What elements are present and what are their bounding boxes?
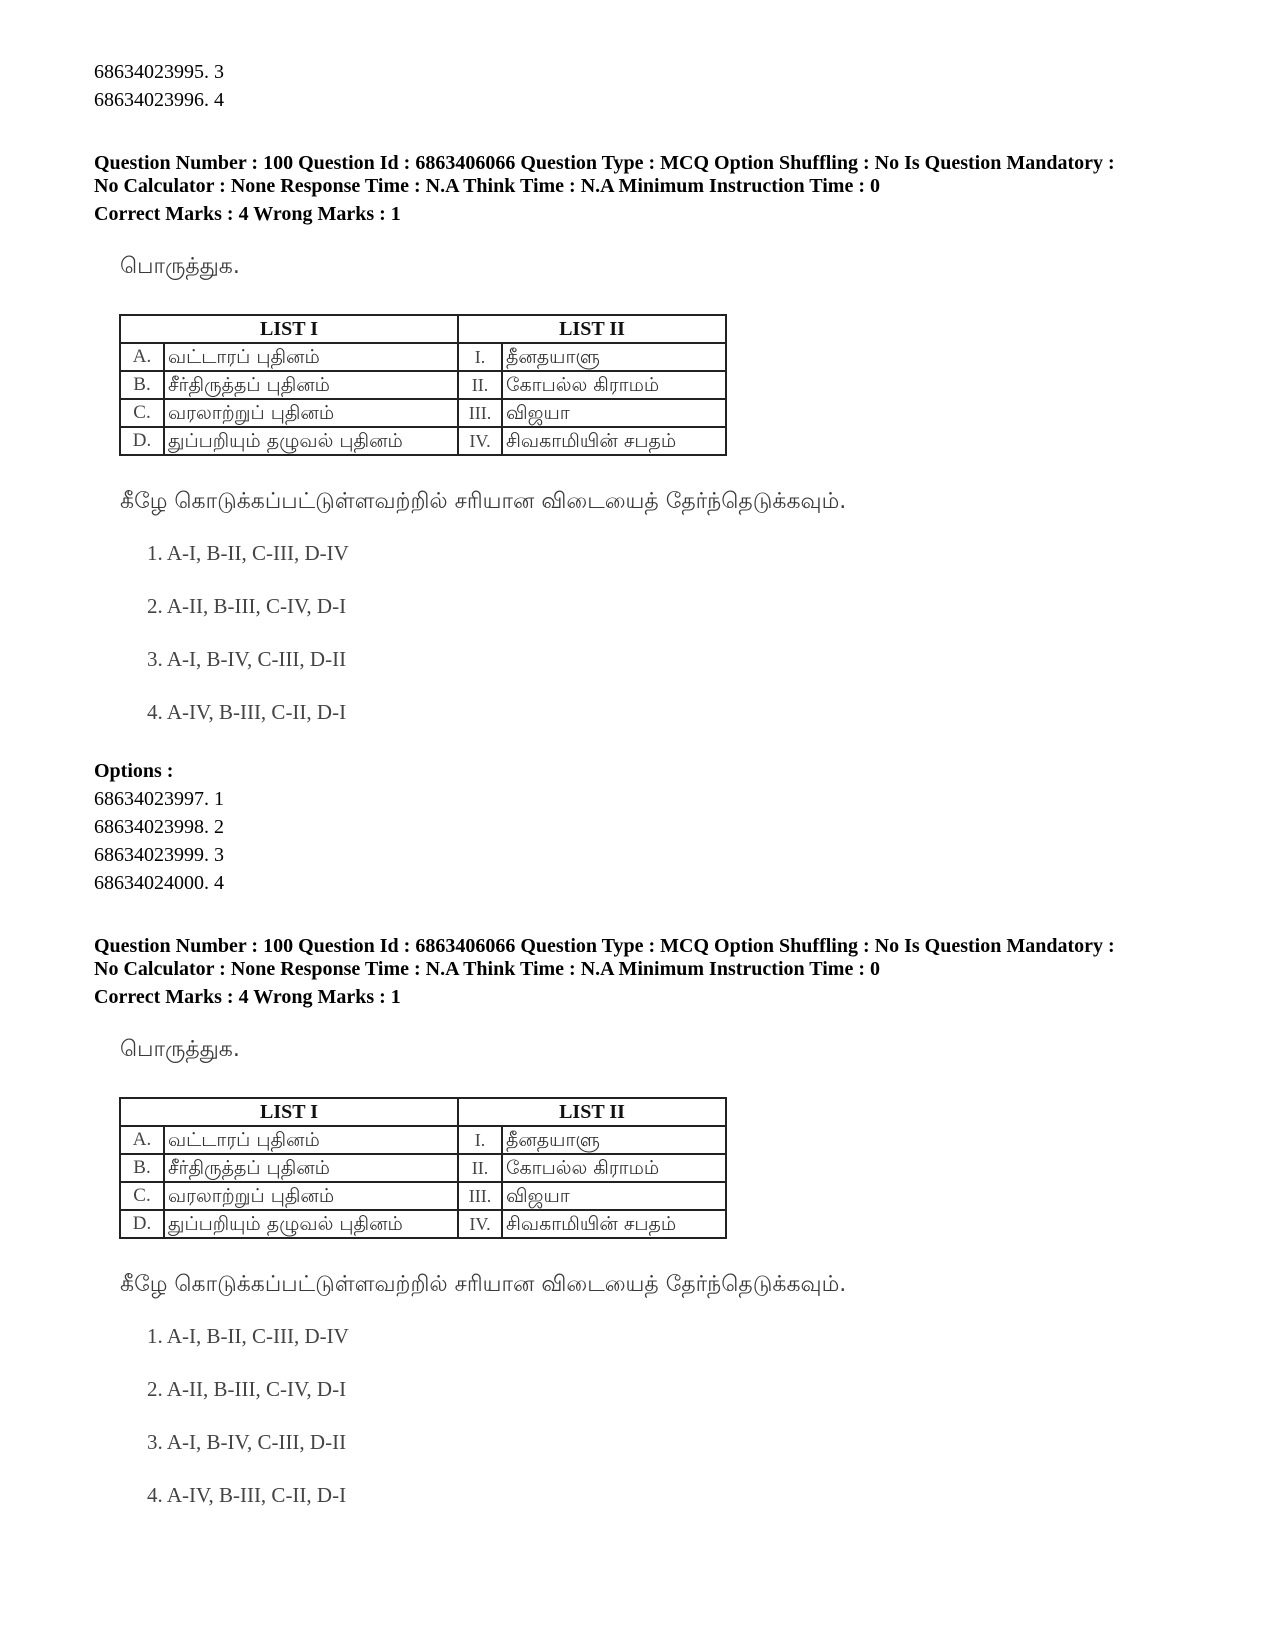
answer-choice: 2. A-II, B-III, C-IV, D-I bbox=[147, 1377, 347, 1401]
table-row bbox=[120, 1182, 726, 1210]
table-row bbox=[120, 399, 726, 427]
list2-value: சிவகாமியின் சபதம் bbox=[502, 427, 726, 455]
list1-key: A. bbox=[120, 343, 164, 371]
answer-choice: 4. A-IV, B-III, C-II, D-I bbox=[147, 700, 347, 724]
table-row bbox=[120, 371, 726, 399]
list2-value: விஜயா bbox=[502, 1182, 726, 1210]
answer-choice: 4. A-IV, B-III, C-II, D-I bbox=[147, 1483, 347, 1507]
list1-key: D. bbox=[120, 1210, 164, 1238]
table-row bbox=[120, 1154, 726, 1182]
match-label: பொருத்துக. bbox=[120, 1037, 240, 1062]
question-marks: Correct Marks : 4 Wrong Marks : 1 bbox=[94, 986, 401, 1008]
list2-value: சிவகாமியின் சபதம் bbox=[502, 1210, 726, 1238]
list1-value: வட்டாரப் புதினம் bbox=[164, 1126, 458, 1154]
list2-key: I. bbox=[458, 343, 502, 371]
list1-value: துப்பறியும் தழுவல் புதினம் bbox=[164, 1210, 458, 1238]
list2-value: தீனதயாளு bbox=[502, 1126, 726, 1154]
table-row bbox=[120, 427, 726, 455]
list2-key: IV. bbox=[458, 1210, 502, 1238]
list1-value: வட்டாரப் புதினம் bbox=[164, 343, 458, 371]
option-line: 68634023999. 3 bbox=[94, 844, 224, 866]
list1-header: LIST I bbox=[120, 315, 458, 343]
question-header-line2: No Calculator : None Response Time : N.A Think Time : N.A Minimum Instruction Time : 0 bbox=[94, 175, 880, 197]
table-header-row bbox=[120, 1098, 726, 1126]
list2-header: LIST II bbox=[458, 1098, 726, 1126]
list1-value: வரலாற்றுப் புதினம் bbox=[164, 399, 458, 427]
question-header-line1: Question Number : 100 Question Id : 6863406066 Question Type : MCQ Option Shuffling : No Is Question Mandatory : bbox=[94, 935, 1115, 957]
match-label: பொருத்துக. bbox=[120, 254, 240, 279]
table-header-row bbox=[120, 315, 726, 343]
list2-value: தீனதயாளு bbox=[502, 343, 726, 371]
option-line: 68634023998. 2 bbox=[94, 816, 224, 838]
list2-value: விஜயா bbox=[502, 399, 726, 427]
question-header-line2: No Calculator : None Response Time : N.A Think Time : N.A Minimum Instruction Time : 0 bbox=[94, 958, 880, 980]
list2-key: I. bbox=[458, 1126, 502, 1154]
table-row bbox=[120, 343, 726, 371]
list1-value: துப்பறியும் தழுவல் புதினம் bbox=[164, 427, 458, 455]
list2-value: கோபல்ல கிராமம் bbox=[502, 1154, 726, 1182]
option-line: 68634023996. 4 bbox=[94, 89, 224, 111]
list2-header: LIST II bbox=[458, 315, 726, 343]
question-header-line1: Question Number : 100 Question Id : 6863406066 Question Type : MCQ Option Shuffling : No Is Question Mandatory : bbox=[94, 152, 1115, 174]
list2-value: கோபல்ல கிராமம் bbox=[502, 371, 726, 399]
list1-key: A. bbox=[120, 1126, 164, 1154]
option-line: 68634024000. 4 bbox=[94, 872, 224, 894]
options-label: Options : bbox=[94, 760, 174, 782]
list1-key: C. bbox=[120, 1182, 164, 1210]
list2-key: III. bbox=[458, 399, 502, 427]
option-line: 68634023997. 1 bbox=[94, 788, 224, 810]
list1-header: LIST I bbox=[120, 1098, 458, 1126]
list1-key: B. bbox=[120, 1154, 164, 1182]
list1-key: B. bbox=[120, 371, 164, 399]
option-line: 68634023995. 3 bbox=[94, 61, 224, 83]
list1-value: வரலாற்றுப் புதினம் bbox=[164, 1182, 458, 1210]
list1-value: சீர்திருத்தப் புதினம் bbox=[164, 1154, 458, 1182]
list2-key: II. bbox=[458, 371, 502, 399]
list2-key: II. bbox=[458, 1154, 502, 1182]
answer-choice: 1. A-I, B-II, C-III, D-IV bbox=[147, 1324, 349, 1348]
answer-choice: 3. A-I, B-IV, C-III, D-II bbox=[147, 647, 347, 671]
list1-key: D. bbox=[120, 427, 164, 455]
match-table bbox=[119, 314, 727, 456]
answer-choice: 2. A-II, B-III, C-IV, D-I bbox=[147, 594, 347, 618]
answer-choice: 1. A-I, B-II, C-III, D-IV bbox=[147, 541, 349, 565]
list1-key: C. bbox=[120, 399, 164, 427]
list2-key: III. bbox=[458, 1182, 502, 1210]
list2-key: IV. bbox=[458, 427, 502, 455]
match-table bbox=[119, 1097, 727, 1239]
answer-choice: 3. A-I, B-IV, C-III, D-II bbox=[147, 1430, 347, 1454]
table-row bbox=[120, 1126, 726, 1154]
list1-value: சீர்திருத்தப் புதினம் bbox=[164, 371, 458, 399]
question-marks: Correct Marks : 4 Wrong Marks : 1 bbox=[94, 203, 401, 225]
table-row bbox=[120, 1210, 726, 1238]
instruction-text: கீழே கொடுக்கப்பட்டுள்ளவற்றில் சரியான விடையைத் தேர்ந்தெடுக்கவும். bbox=[120, 489, 847, 514]
instruction-text: கீழே கொடுக்கப்பட்டுள்ளவற்றில் சரியான விடையைத் தேர்ந்தெடுக்கவும். bbox=[120, 1272, 847, 1297]
